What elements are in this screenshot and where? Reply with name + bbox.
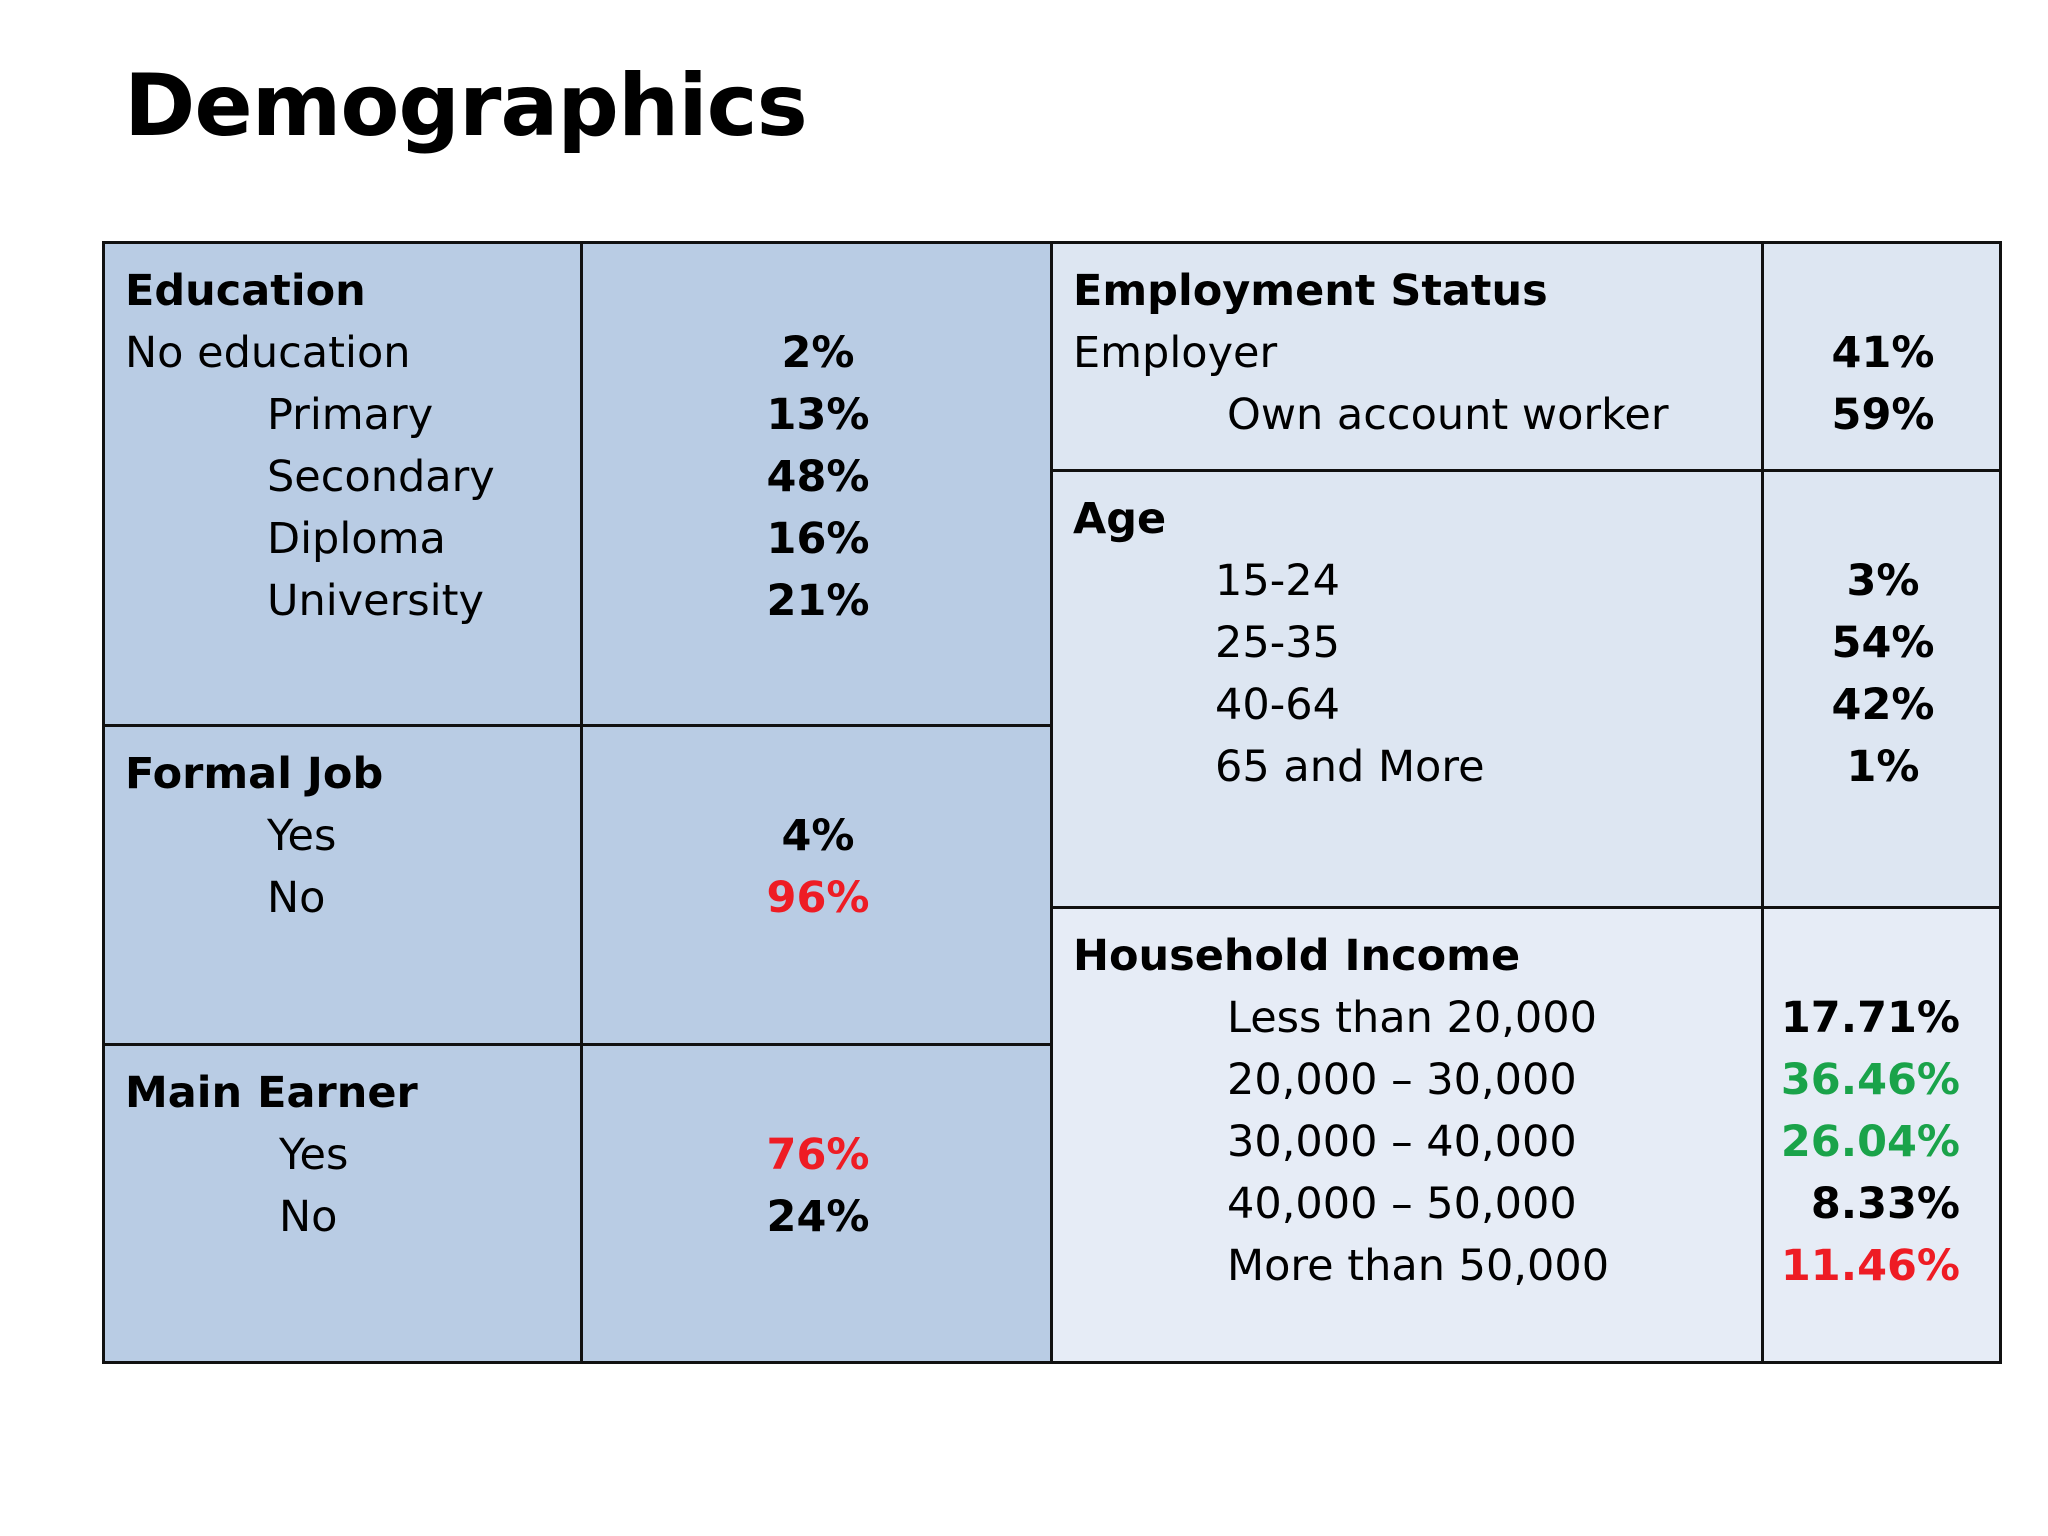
formal-job-value-yes: 4% — [781, 811, 855, 861]
education-values — [580, 244, 1053, 724]
age-label-40-64: 40-64 — [1215, 680, 1340, 730]
formal-job-values — [580, 727, 1053, 1043]
employment-status-values — [1761, 244, 2002, 469]
employment-status-label-employer: Employer — [1073, 328, 1278, 378]
formal-job-value-no: 96% — [766, 873, 870, 923]
household-income-label-20000-30000: 20,000 – 30,000 — [1227, 1055, 1577, 1105]
household-income-label-40000-50000: 40,000 – 50,000 — [1227, 1179, 1577, 1229]
age-label-25-35: 25-35 — [1215, 618, 1340, 668]
main-earner-value-yes: 76% — [766, 1130, 870, 1180]
formal-job-label-yes: Yes — [267, 811, 337, 861]
household-income-values — [1761, 909, 2002, 1361]
page-title: Demographics — [124, 56, 807, 156]
education-label-university: University — [267, 576, 484, 626]
main-earner-values — [580, 1046, 1053, 1361]
main-earner-section — [102, 1043, 1053, 1364]
education-value-no-education: 2% — [781, 328, 855, 378]
education-value-secondary: 48% — [766, 452, 870, 502]
formal-job-label-no: No — [267, 873, 326, 923]
household-income-value-gt-50000: 11.46% — [1780, 1241, 1960, 1291]
household-income-value-40000-50000: 8.33% — [1810, 1179, 1960, 1229]
age-value-15-24: 3% — [1846, 556, 1920, 606]
main-earner-labels — [105, 1046, 580, 1361]
employment-status-value-employer: 41% — [1831, 328, 1935, 378]
age-values — [1761, 472, 2002, 906]
household-income-value-lt-20000: 17.71% — [1780, 993, 1960, 1043]
age-value-25-35: 54% — [1831, 618, 1935, 668]
age-label-15-24: 15-24 — [1215, 556, 1340, 606]
education-section — [102, 241, 1053, 727]
household-income-value-20000-30000: 36.46% — [1780, 1055, 1960, 1105]
education-label-no-education: No education — [125, 328, 411, 378]
formal-job-labels — [105, 727, 580, 1043]
age-label-65-and-more: 65 and More — [1215, 742, 1485, 792]
age-value-40-64: 42% — [1831, 680, 1935, 730]
education-label-diploma: Diploma — [267, 514, 446, 564]
main-earner-label-yes: Yes — [279, 1130, 349, 1180]
household-income-value-30000-40000: 26.04% — [1780, 1117, 1960, 1167]
formal-job-section — [102, 724, 1053, 1046]
household-income-heading: Household Income — [1073, 931, 1521, 981]
age-labels — [1053, 472, 1761, 906]
household-income-labels — [1053, 909, 1761, 1361]
employment-status-heading: Employment Status — [1073, 266, 1548, 316]
education-labels — [105, 244, 580, 724]
household-income-section — [1050, 906, 2002, 1364]
employment-status-section — [1050, 241, 2002, 472]
education-value-diploma: 16% — [766, 514, 870, 564]
household-income-label-30000-40000: 30,000 – 40,000 — [1227, 1117, 1577, 1167]
main-earner-label-no: No — [279, 1192, 338, 1242]
education-heading: Education — [125, 266, 366, 316]
formal-job-heading: Formal Job — [125, 749, 384, 799]
employment-status-label-own-account: Own account worker — [1227, 390, 1669, 440]
employment-status-labels — [1053, 244, 1761, 469]
education-value-primary: 13% — [766, 390, 870, 440]
education-label-primary: Primary — [267, 390, 434, 440]
education-label-secondary: Secondary — [267, 452, 495, 502]
main-earner-value-no: 24% — [766, 1192, 870, 1242]
age-section — [1050, 469, 2002, 909]
main-earner-heading: Main Earner — [125, 1068, 418, 1118]
age-heading: Age — [1073, 494, 1167, 544]
age-value-65-and-more: 1% — [1846, 742, 1920, 792]
education-value-university: 21% — [766, 576, 870, 626]
employment-status-value-own-account: 59% — [1831, 390, 1935, 440]
household-income-label-lt-20000: Less than 20,000 — [1227, 993, 1597, 1043]
household-income-label-gt-50000: More than 50,000 — [1227, 1241, 1610, 1291]
